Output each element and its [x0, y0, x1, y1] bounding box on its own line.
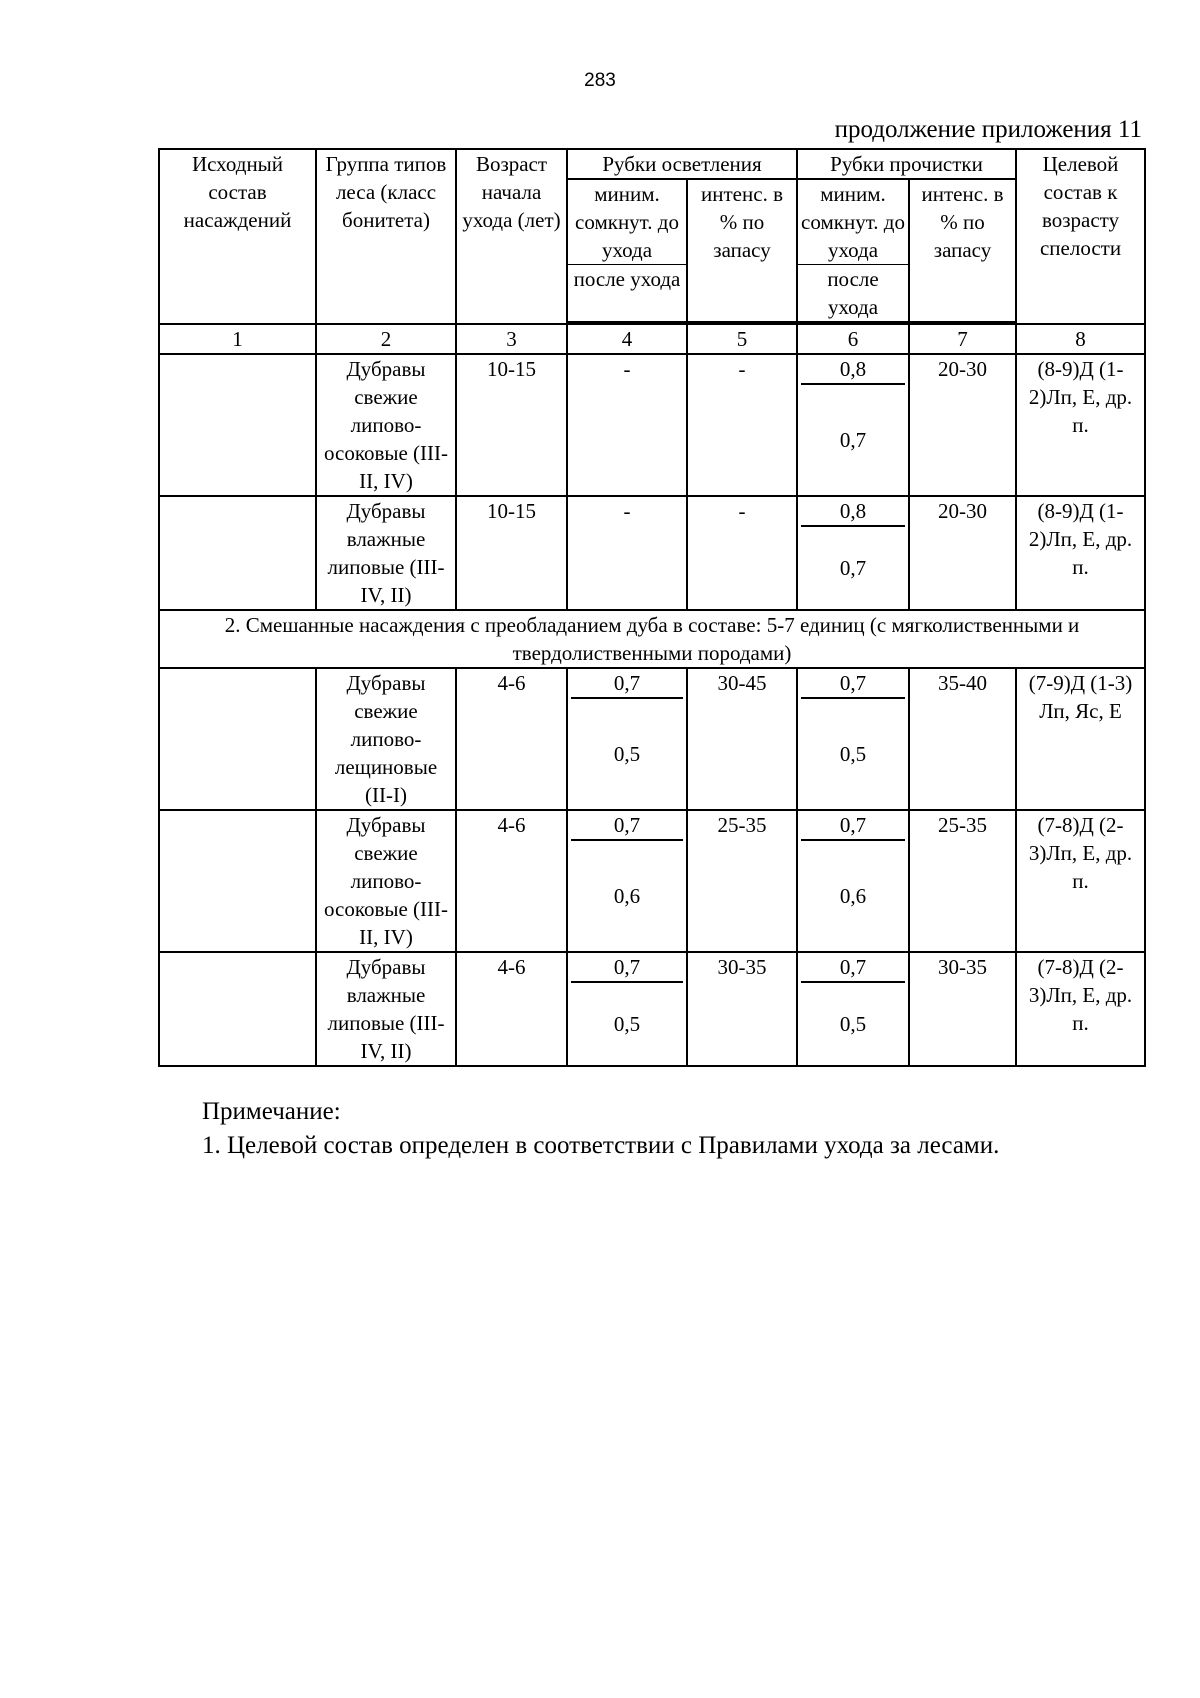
col-num: 5 [687, 324, 797, 354]
thinning-intensity-cell: 35-40 [909, 668, 1016, 810]
table-row [159, 668, 1145, 810]
thinning-density-cell [797, 354, 909, 496]
section-row [159, 610, 1145, 668]
header-target-composition: Целевой состав к возрасту спелости [1016, 149, 1145, 324]
forest-group-cell: Дубравы влажные липовые (III-IV, II) [316, 952, 456, 1066]
target-composition-cell: (8-9)Д (1-2)Лп, Е, др. п. [1016, 354, 1145, 496]
start-age-cell: 10-15 [456, 496, 567, 610]
target-composition-cell: (7-9)Д (1-3) Лп, Яс, Е [1016, 668, 1145, 810]
thinning-table [158, 148, 1146, 1067]
cleaning-intensity-cell: - [687, 354, 797, 496]
forest-group-cell: Дубравы свежие липово-лещиновые (II-I) [316, 668, 456, 810]
orig-composition-cell [159, 668, 316, 810]
col-num: 1 [159, 324, 316, 354]
thinning-density-cell [797, 810, 909, 952]
thinning-intensity-cell: 20-30 [909, 354, 1016, 496]
density-before: 0,7 [801, 811, 905, 841]
header-thinning-after: после ухода [797, 265, 909, 323]
orig-composition-cell [159, 496, 316, 610]
thinning-density-cell [797, 496, 909, 610]
cleaning-density-cell [567, 668, 687, 810]
thinning-density-cell [797, 668, 909, 810]
header-cleaning-intensity: интенс. в % по запасу [687, 179, 797, 322]
density-before: 0,8 [801, 497, 905, 527]
density-after: 0,5 [613, 1012, 641, 1036]
cleaning-intensity-cell: 30-35 [687, 952, 797, 1066]
cleaning-density-cell [567, 952, 687, 1066]
density-after: 0,5 [839, 742, 867, 766]
start-age-cell: 4-6 [456, 668, 567, 810]
start-age-cell: 4-6 [456, 952, 567, 1066]
header-thinning-cuts: Рубки прочистки [797, 149, 1016, 179]
col-num: 6 [797, 324, 909, 354]
note-title: Примечание: [202, 1098, 341, 1125]
col-num: 8 [1016, 324, 1145, 354]
density-after: 0,6 [613, 884, 641, 908]
start-age-cell: 4-6 [456, 810, 567, 952]
density-after: 0,7 [839, 556, 867, 580]
density-before: 0,7 [571, 811, 683, 841]
col-num: 7 [909, 324, 1016, 354]
density-before: 0,7 [801, 953, 905, 983]
col-num: 4 [567, 324, 687, 354]
cleaning-density-cell: - [567, 354, 687, 496]
start-age-cell: 10-15 [456, 354, 567, 496]
cleaning-density-cell: - [567, 496, 687, 610]
forest-group-cell: Дубравы влажные липовые (III-IV, II) [316, 496, 456, 610]
cleaning-density-cell [567, 810, 687, 952]
forest-group-cell: Дубравы свежие липово-осоковые (III-II, IV) [316, 354, 456, 496]
column-numbers-row [159, 324, 1145, 354]
col-num: 2 [316, 324, 456, 354]
header-start-age: Возраст начала ухода (лет) [456, 149, 567, 324]
header-cleaning-cuts: Рубки осветления [567, 149, 797, 179]
density-after: 0,5 [613, 742, 641, 766]
note-item: 1. Целевой состав определен в соответствии с Правилами ухода за лесами. [202, 1132, 1000, 1159]
cleaning-intensity-cell: 25-35 [687, 810, 797, 952]
table-row [159, 810, 1145, 952]
thinning-intensity-cell: 30-35 [909, 952, 1016, 1066]
target-composition-cell: (8-9)Д (1-2)Лп, Е, др. п. [1016, 496, 1145, 610]
density-after: 0,6 [839, 884, 867, 908]
header-cleaning-min-density-before: миним. сомкнут. до ухода [567, 179, 687, 265]
header-thinning-min-density-before: миним. сомкнут. до ухода [797, 179, 909, 265]
orig-composition-cell [159, 810, 316, 952]
density-after: 0,7 [839, 428, 867, 452]
density-before: 0,7 [801, 669, 905, 699]
header-forest-type-group: Группа типов леса (класс бонитета) [316, 149, 456, 324]
col-num: 3 [456, 324, 567, 354]
section-title: 2. Смешанные насаждения с преобладанием дуба в составе: 5-7 единиц (с мягколиственными и твердолиственными породами) [159, 610, 1145, 668]
table-row [159, 354, 1145, 496]
table-row [159, 496, 1145, 610]
density-before: 0,8 [801, 355, 905, 385]
header-thinning-intensity: интенс. в % по запасу [909, 179, 1016, 322]
continuation-label: продолжение приложения 11 [834, 116, 1142, 143]
density-before: 0,7 [571, 953, 683, 983]
table-row [159, 952, 1145, 1066]
header-cleaning-after: после ухода [567, 265, 687, 323]
target-composition-cell: (7-8)Д (2-3)Лп, Е, др. п. [1016, 810, 1145, 952]
thinning-intensity-cell: 20-30 [909, 496, 1016, 610]
orig-composition-cell [159, 354, 316, 496]
header-original-composition: Исходный состав насаждений [159, 149, 316, 324]
cleaning-intensity-cell: 30-45 [687, 668, 797, 810]
header-row-1 [159, 149, 1145, 179]
forest-group-cell: Дубравы свежие липово-осоковые (III-II, IV) [316, 810, 456, 952]
target-composition-cell: (7-8)Д (2-3)Лп, Е, др. п. [1016, 952, 1145, 1066]
cleaning-intensity-cell: - [687, 496, 797, 610]
density-after: 0,5 [839, 1012, 867, 1036]
density-before: 0,7 [571, 669, 683, 699]
thinning-intensity-cell: 25-35 [909, 810, 1016, 952]
thinning-density-cell [797, 952, 909, 1066]
orig-composition-cell [159, 952, 316, 1066]
page-number: 283 [584, 70, 616, 91]
